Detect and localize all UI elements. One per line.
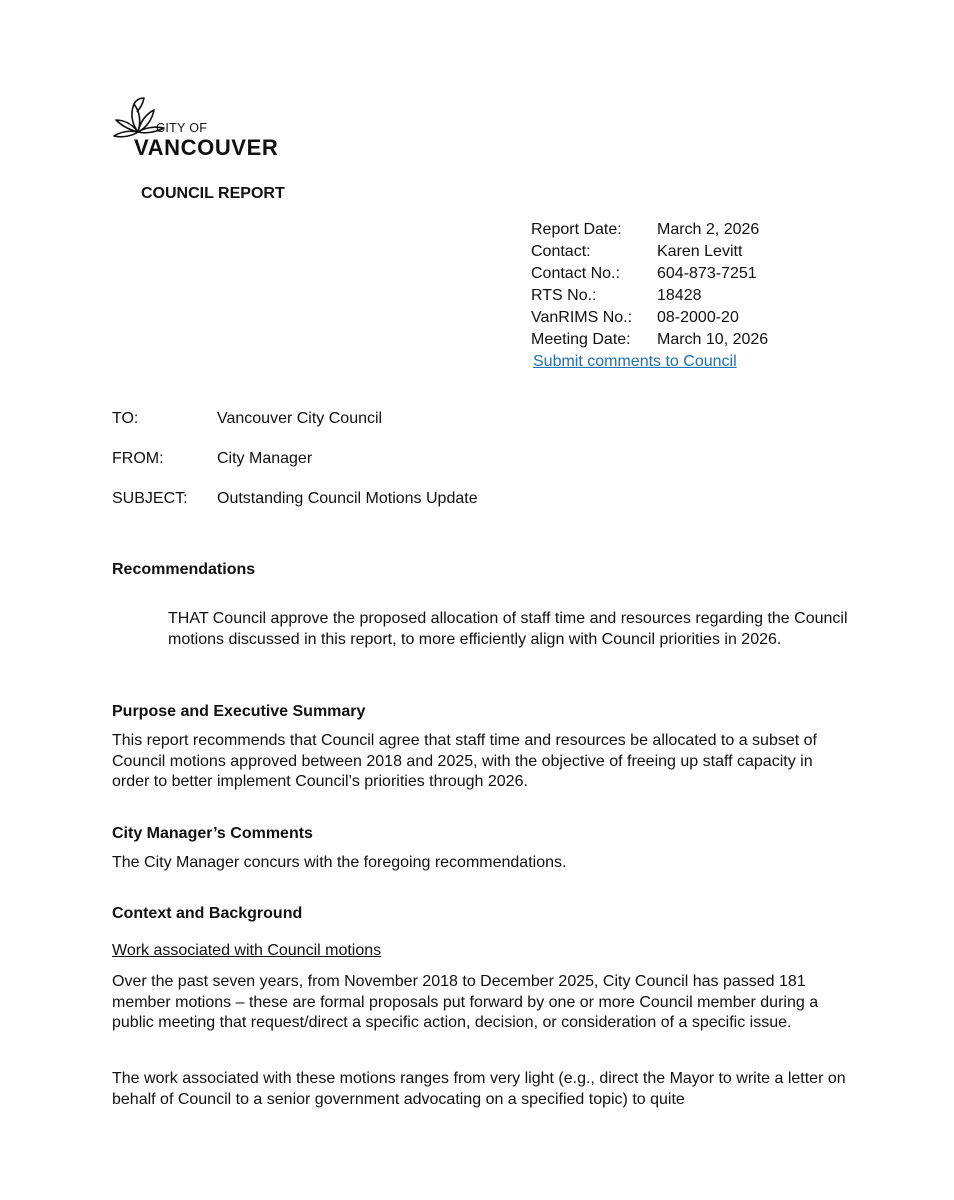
report-title: COUNCIL REPORT [141,185,285,202]
meta-row-contact [531,241,768,263]
subject-label: SUBJECT: [112,490,188,507]
context-paragraph-1: Over the past seven years, from November 2018 to December 2025, City Council has passed 181 member motions – these are formal proposals put forward by one or more Council member during a public meeting that request/direct a specific action, decision, or consideration of a specific issue. [112,973,819,1032]
meta-label: Report Date: [531,221,622,238]
subject-value: Outstanding Council Motions Update [217,490,478,507]
purpose-text: This report recommends that Council agree that staff time and resources be allocated to a subset of Council motions approved between 2018 and 2025, with the objective of freeing up staff capacity in order to better implement Council’s priorities through 2026. [112,732,817,791]
city-of-vancouver-logo [110,94,290,164]
logo-city-of: CITY OF [156,121,208,135]
manager-comments-text: The City Manager concurs with the foregoing recommendations. [112,854,567,871]
context-paragraph-2: The work associated with these motions ranges from very light (e.g., direct the Mayor to write a letter on behalf of Council to a senior government advocating on a specified topic) to quite [112,1070,846,1108]
meta-label: RTS No.: [531,287,597,304]
meta-row-vanrims-no [531,307,768,329]
meta-row-contact-no [531,263,768,285]
work-motions-subheading: Work associated with Council motions [112,942,382,959]
manager-comments-heading: City Manager’s Comments [112,825,313,842]
meta-label: Contact: [531,243,591,260]
context-heading: Context and Background [112,905,303,922]
meta-value: March 10, 2026 [657,331,769,348]
meta-value: March 2, 2026 [657,221,760,238]
purpose-heading: Purpose and Executive Summary [112,703,366,720]
meta-value: 604-873-7251 [657,265,757,282]
meta-value: Karen Levitt [657,243,743,260]
meta-row-meeting-date [531,329,768,351]
meta-label: Contact No.: [531,265,620,282]
from-value: City Manager [217,450,313,467]
meta-row-rts-no [531,285,768,307]
recommendations-text: THAT Council approve the proposed allocation of staff time and resources regarding the Council motions discussed in this report, to more efficiently align with Council priorities in 2026. [168,610,848,648]
to-label: TO: [112,410,139,427]
meta-value: 08-2000-20 [657,309,739,326]
meta-value: 18428 [657,287,702,304]
to-value: Vancouver City Council [217,410,383,427]
address-subject [112,490,478,508]
from-label: FROM: [112,450,164,467]
recommendations-heading: Recommendations [112,561,256,578]
meta-row-report-date [531,219,768,241]
submit-comments-link[interactable]: Submit comments to Council [533,353,737,370]
logo-vancouver: VANCOUVER [134,135,279,160]
meta-label: Meeting Date: [531,331,631,348]
meta-label: VanRIMS No.: [531,309,633,326]
report-meta [531,219,768,373]
address-from [112,450,312,468]
address-to [112,410,382,428]
